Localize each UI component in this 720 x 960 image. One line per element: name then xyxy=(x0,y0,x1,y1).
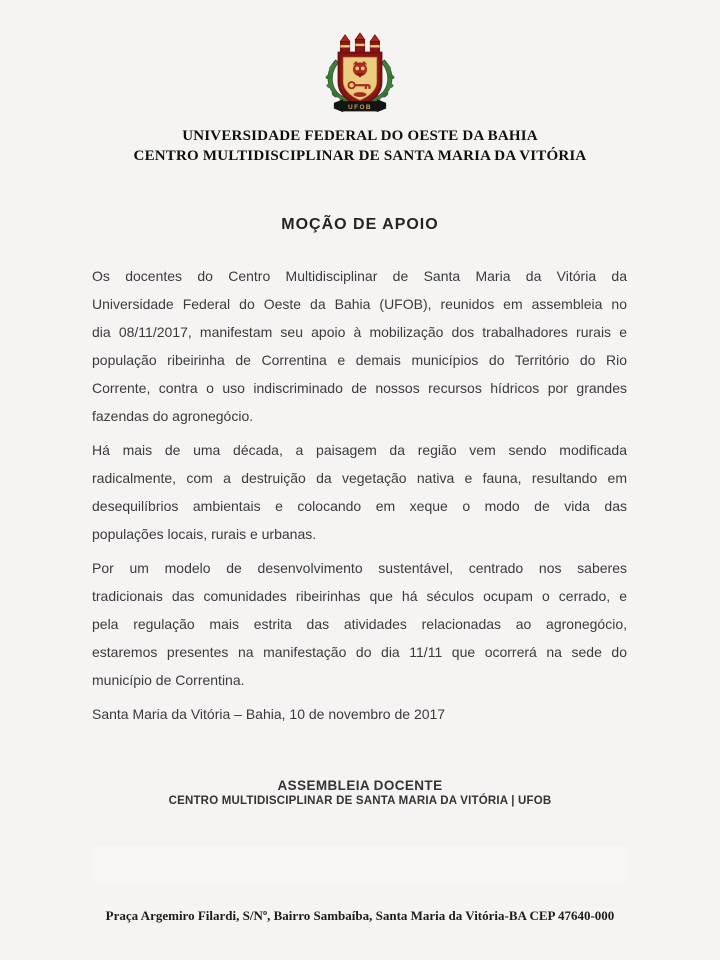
paragraph-line: Os docentes do Centro Multidisciplinar de Santa Maria da Vitória da xyxy=(92,268,627,284)
paragraph-line: tradicionais das comunidades ribeirinhas que há séculos ocupam o cerrado, e xyxy=(92,588,627,604)
paragraph-1 xyxy=(92,262,627,430)
paragraph-line: Por um modelo de desenvolvimento sustentável, centrado nos saberes xyxy=(92,560,627,576)
institution-header xyxy=(0,126,720,166)
signature-block xyxy=(0,778,720,809)
crest-shield xyxy=(339,53,382,106)
paragraph-line: dia 08/11/2017, manifestam seu apoio à mobilização dos trabalhadores rurais e xyxy=(92,324,627,340)
dateline: Santa Maria da Vitória – Bahia, 10 de novembro de 2017 xyxy=(92,706,446,722)
paragraph-line: Há mais de uma década, a paisagem da região vem sendo modificada xyxy=(92,442,627,458)
paragraph-line: populações locais, rurais e urbanas. xyxy=(92,526,317,542)
document-title: MOÇÃO DE APOIO xyxy=(281,216,439,233)
institution-name-line1: UNIVERSIDADE FEDERAL DO OESTE DA BAHIA xyxy=(182,128,538,144)
paragraph-line: desequilíbrios ambientais e colocando em xeque o modo de vida das xyxy=(92,498,627,514)
paragraph-2 xyxy=(92,436,627,548)
paragraph-line: pela regulação mais estrita das atividades relacionadas ao agronegócio, xyxy=(92,616,627,632)
signature-assembly: ASSEMBLEIA DOCENTE xyxy=(277,778,443,793)
paragraph-line: município de Correntina. xyxy=(92,672,245,688)
paragraph-line: população ribeirinha de Correntina e demais municípios do Território do Rio xyxy=(92,352,627,368)
scan-artifact-band xyxy=(95,846,625,884)
crest-banner-text: UFOB xyxy=(347,103,373,111)
institution-name-line2: CENTRO MULTIDISCIPLINAR DE SANTA MARIA DA VITÓRIA xyxy=(133,148,587,164)
paragraph-line: Corrente, contra o uso indiscriminado de nossos recursos hídricos por grandes xyxy=(92,380,627,396)
paragraph-line: Universidade Federal do Oeste da Bahia (UFOB), reunidos em assembleia no xyxy=(92,296,627,312)
paragraph-line: estaremos presentes na manifestação do dia 11/11 que ocorrerá na sede do xyxy=(92,644,627,660)
logo-container xyxy=(0,32,720,121)
paragraph-line: fazendas do agronegócio. xyxy=(92,408,254,424)
paragraph-line: radicalmente, com a destruição da vegetação nativa e fauna, resultando em xyxy=(92,470,627,486)
crest-banner xyxy=(334,99,386,112)
signature-center-name: CENTRO MULTIDISCIPLINAR DE SANTA MARIA DA VITÓRIA | UFOB xyxy=(168,795,552,807)
paragraph-3 xyxy=(92,554,627,694)
crest-towers xyxy=(340,33,379,53)
footer-address: Praça Argemiro Filardi, S/Nº, Bairro Sambaíba, Santa Maria da Vitória-BA CEP 47640-000 xyxy=(105,908,615,923)
ufob-crest-icon xyxy=(313,32,407,116)
document-body xyxy=(92,262,627,728)
